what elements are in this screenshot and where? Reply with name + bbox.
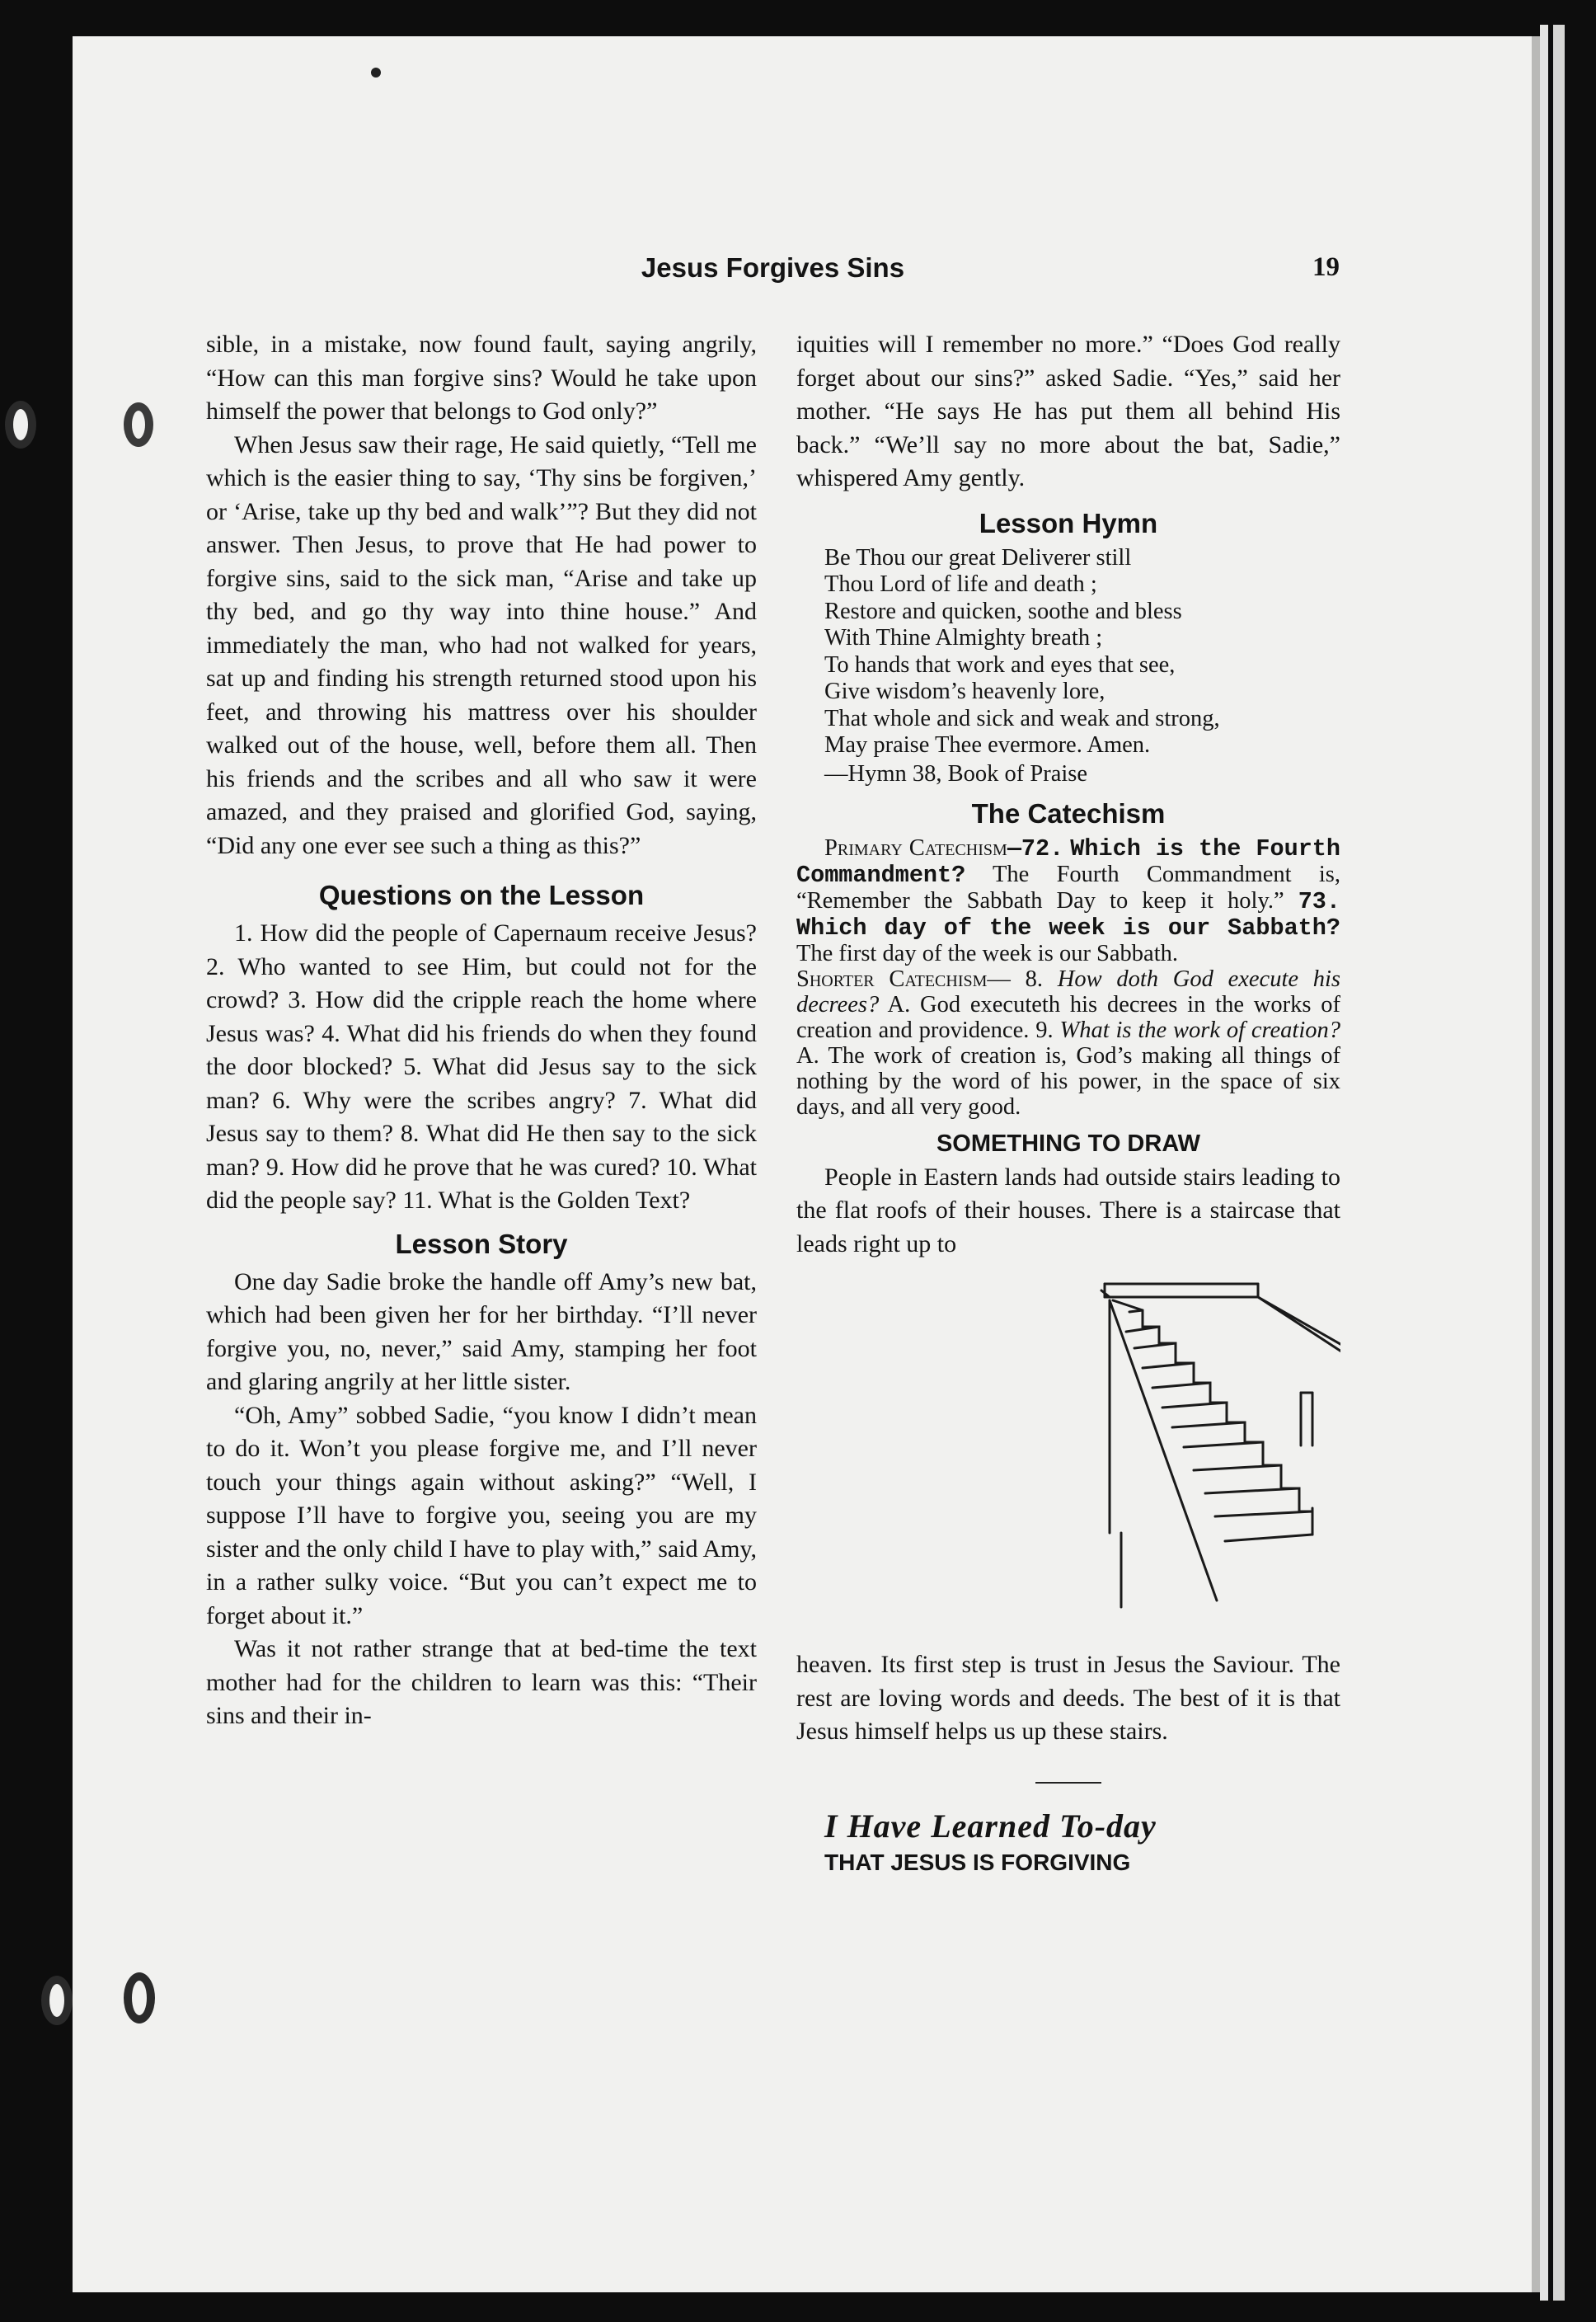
primary-catechism-label: Primary Catechism: [824, 834, 1007, 861]
learned-statement: THAT JESUS IS FORGIVING: [824, 1849, 1131, 1875]
shorter-catechism: [796, 966, 1340, 1120]
catechism-question: How doth God execute his decrees?: [796, 966, 1341, 1018]
hymn-line: May praise Thee evermore. Amen.: [824, 732, 1151, 758]
catechism-answer: A. The work of creation is, God’s making all things of nothing by the word of his power, in the space of six days, and all very good.: [796, 1042, 1340, 1120]
body-paragraph: When Jesus saw their rage, He said quietly, “Tell me which is the easier thing to say, ‘Thy sins be forgiven,’ or ‘Arise, take up thy bed and walk’”? But they did not answer. Then Jesus, to prove that He had power to forgive sins, said to the sick man, “Arise and take up thy bed, and go thy way into thine house.” And immediately the man, who had not walked for years, sat up and finding his strength returned stood upon his feet, and throwing his mattress over his shoulder walked out of the house, well, before them all. Then his friends and the scribes and all who saw it were amazed, and they praised and glorified God, saying, “Did any one ever see such a thing as this?”: [206, 430, 757, 859]
story-paragraph: Was it not rather strange that at bed-time the text mother had for the children to learn was this: “Their sins and their in-: [206, 1635, 757, 1729]
page-edge: [1553, 25, 1565, 2301]
hymn-line: That whole and sick and weak and strong,: [824, 705, 1220, 731]
body-paragraph: sible, in a mistake, now found fault, saying angrily, “How can this man forgive sins? Would he take upon himself the power that belongs to God only?”: [206, 331, 757, 425]
hymn-heading: Lesson Hymn: [979, 507, 1158, 538]
hymn-line: Be Thou our great Deliverer still: [824, 544, 1132, 571]
staircase-drawing: [796, 1261, 1340, 1648]
story-heading: Lesson Story: [395, 1228, 568, 1259]
hymn-line: Restore and quicken, soothe and bless: [824, 598, 1182, 624]
question-number: 73.: [1298, 887, 1340, 915]
page-number: 19: [1312, 252, 1340, 282]
binding-hole: [41, 1976, 73, 2025]
primary-catechism: [796, 835, 1340, 966]
question-number: —72.: [1007, 834, 1064, 863]
hymn-line: With Thine Almighty breath ;: [824, 625, 1103, 651]
catechism-answer: The Fourth Commandment is, “Remember the Sabbath Day to keep it holy.”: [796, 861, 1340, 914]
hymn-attribution: —Hymn 38, Book of Praise: [824, 760, 1088, 787]
binding-hole: [124, 1972, 155, 2024]
catechism-question: Which is the Fourth Commandment?: [796, 834, 1341, 889]
draw-heading: SOMETHING TO DRAW: [936, 1130, 1201, 1157]
ink-dot: [371, 68, 381, 78]
body-paragraph: heaven. Its first step is trust in Jesus the Saviour. The rest are loving words and deeds. The best of it is that Jesus himself helps us up these stairs.: [796, 1651, 1340, 1745]
questions-heading: Questions on the Lesson: [318, 880, 645, 910]
page-edge: [1540, 25, 1548, 2301]
catechism-answer: A. God executeth his decrees in the works of creation and providence.: [796, 991, 1340, 1043]
question-number: 9.: [1035, 1017, 1054, 1043]
staircase-illustration: [796, 1261, 1340, 1648]
left-column: [206, 328, 757, 1733]
hymn-verse: [796, 545, 1340, 759]
hymn-line: To hands that work and eyes that see,: [824, 651, 1176, 678]
divider-rule: [1035, 1782, 1101, 1784]
binding-hole: [5, 401, 36, 449]
catechism-question: What is the work of creation?: [1059, 1017, 1341, 1043]
right-column: [796, 328, 1340, 1879]
catechism-question: Which day of the week is our Sabbath?: [796, 914, 1340, 942]
hymn-line: Thou Lord of life and death ;: [824, 571, 1097, 597]
questions-list: 1. How did the people of Capernaum receive Jesus? 2. Who wanted to see Him, but could not for the crowd? 3. How did the cripple reach the home where Jesus was? 4. What did his friends do when they found the door blocked? 5. What did Jesus say to the sick man? 6. Why were the scribes angry? 7. What did Jesus say to them? 8. What did He then say to the sick man? 9. How did he prove that he was cured? 10. What did the people say? 11. What is the Golden Text?: [206, 919, 757, 1214]
learned-heading: I Have Learned To-day: [824, 1807, 1157, 1845]
page-title: Jesus Forgives Sins: [641, 252, 905, 283]
draw-paragraph: People in Eastern lands had outside stairs leading to the flat roofs of their houses. There is a staircase that leads right up to: [796, 1163, 1340, 1257]
catechism-heading: The Catechism: [971, 797, 1166, 829]
body-paragraph: iquities will I remember no more.” “Does God really forget about our sins?” asked Sadie. “Yes,” said her mother. “He says He has put them all behind His back.” “We’ll say no more about the bat, Sadie,” whispered Amy gently.: [796, 331, 1340, 491]
hymn-line: Give wisdom’s heavenly lore,: [824, 679, 1105, 704]
catechism-answer: The first day of the week is our Sabbath.: [796, 940, 1178, 966]
question-number: — 8.: [987, 966, 1044, 992]
shorter-catechism-label: Shorter Catechism: [796, 966, 988, 992]
story-paragraph: “Oh, Amy” sobbed Sadie, “you know I didn’t mean to do it. Won’t you please forgive me, and I’ll never touch your things again without asking?” “Well, I suppose I’ll have to forgive you, seeing you are my sister and the only child I have to play with,” said Amy, in a rather sulky voice. “But you can’t expect me to forget about it.”: [206, 1401, 757, 1629]
binding-hole: [124, 402, 153, 447]
story-paragraph: One day Sadie broke the handle off Amy’s new bat, which had been given her for her birthday. “I’ll never forgive you, no, never,” said Amy, stamping her foot and glaring angrily at her little sister.: [206, 1267, 757, 1395]
